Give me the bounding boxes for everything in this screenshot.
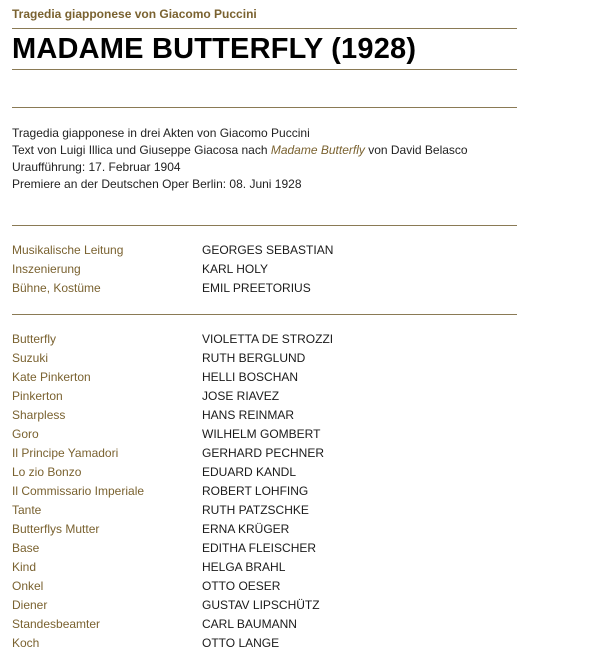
cast-name: GUSTAV LIPSCHÜTZ	[202, 598, 320, 612]
cast-name: JOSE RIAVEZ	[202, 389, 280, 403]
cast-role: Goro	[12, 427, 39, 441]
cast-role: Suzuki	[12, 351, 49, 365]
cast-role: Kind	[12, 560, 37, 574]
cast-row	[12, 349, 517, 368]
cast-row	[12, 539, 517, 558]
cast-role: Standesbeamter	[12, 617, 101, 631]
divider	[12, 225, 517, 226]
info-line-text	[12, 142, 468, 159]
cast-name: VIOLETTA DE STROZZI	[202, 332, 334, 346]
divider	[12, 28, 517, 29]
credit-row	[12, 279, 517, 298]
cast-role: Koch	[12, 636, 40, 650]
credit-name: GEORGES SEBASTIAN	[202, 243, 334, 257]
cast-role: Onkel	[12, 579, 44, 593]
cast-row	[12, 387, 517, 406]
cast-row	[12, 482, 517, 501]
cast-role: Tante	[12, 503, 42, 517]
cast-name: HELLI BOSCHAN	[202, 370, 299, 384]
cast-role: Il Commissario Imperiale	[12, 484, 145, 498]
cast-name: CARL BAUMANN	[202, 617, 297, 631]
credit-row	[12, 241, 517, 260]
page-kicker: Tragedia giapponese von Giacomo Puccini	[12, 7, 257, 21]
cast-name: ROBERT LOHFING	[202, 484, 309, 498]
divider	[12, 314, 517, 315]
credit-role: Musikalische Leitung	[12, 243, 124, 257]
cast-name: EDUARD KANDL	[202, 465, 297, 479]
cast-name: OTTO OESER	[202, 579, 281, 593]
cast-name: RUTH PATZSCHKE	[202, 503, 309, 517]
cast-row	[12, 615, 517, 634]
cast-row	[12, 463, 517, 482]
cast-row	[12, 634, 517, 653]
info-text-prefix: Text von Luigi Illica und Giuseppe Giacosa nach	[12, 143, 271, 157]
info-work-title: Madame Butterfly	[270, 143, 365, 157]
cast-row	[12, 558, 517, 577]
divider	[12, 107, 517, 108]
cast-role: Sharpless	[12, 408, 66, 422]
cast-role: Lo zio Bonzo	[12, 465, 82, 479]
cast-name: GERHARD PECHNER	[202, 446, 325, 460]
cast-role: Kate Pinkerton	[12, 370, 91, 384]
info-line-premiere-world: Uraufführung: 17. Februar 1904	[12, 160, 181, 174]
credit-name: KARL HOLY	[202, 262, 269, 276]
cast-name: WILHELM GOMBERT	[202, 427, 321, 441]
production-team	[12, 241, 517, 298]
cast-role: Pinkerton	[12, 389, 63, 403]
cast-row	[12, 425, 517, 444]
info-line-premiere-berlin: Premiere an der Deutschen Oper Berlin: 08. Juni 1928	[12, 177, 302, 191]
cast-name: EDITHA FLEISCHER	[202, 541, 317, 555]
cast-list	[12, 330, 517, 653]
credit-name: EMIL PREETORIUS	[202, 281, 311, 295]
cast-role: Butterfly	[12, 332, 57, 346]
divider	[12, 69, 517, 70]
cast-row	[12, 368, 517, 387]
cast-name: HANS REINMAR	[202, 408, 295, 422]
cast-role: Base	[12, 541, 40, 555]
info-line-subtitle: Tragedia giapponese in drei Akten von Giacomo Puccini	[12, 126, 310, 140]
credit-role: Inszenierung	[12, 262, 81, 276]
cast-row	[12, 330, 517, 349]
cast-row	[12, 444, 517, 463]
cast-name: OTTO LANGE	[202, 636, 280, 650]
credit-role: Bühne, Kostüme	[12, 281, 101, 295]
cast-name: ERNA KRÜGER	[202, 522, 290, 536]
work-info	[12, 125, 468, 193]
cast-role: Il Principe Yamadori	[12, 446, 119, 460]
cast-role: Diener	[12, 598, 48, 612]
cast-row	[12, 501, 517, 520]
info-text-suffix: von David Belasco	[364, 143, 468, 157]
cast-row	[12, 577, 517, 596]
cast-name: HELGA BRAHL	[202, 560, 286, 574]
page-title: MADAME BUTTERFLY (1928)	[12, 33, 417, 65]
cast-name: RUTH BERGLUND	[202, 351, 306, 365]
cast-role: Butterflys Mutter	[12, 522, 100, 536]
cast-row	[12, 520, 517, 539]
credit-row	[12, 260, 517, 279]
cast-row	[12, 406, 517, 425]
cast-row	[12, 596, 517, 615]
